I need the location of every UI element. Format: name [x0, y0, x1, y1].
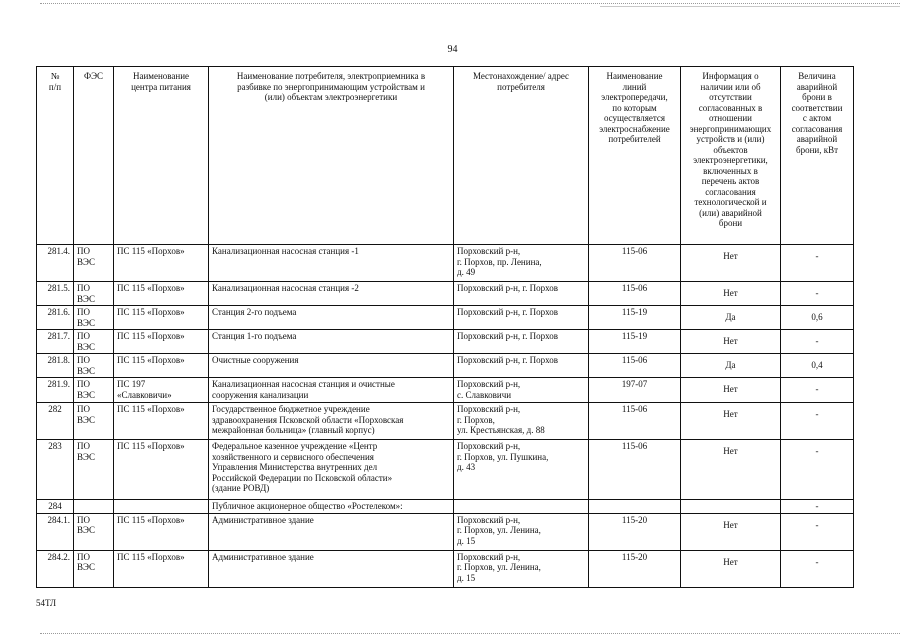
row-power-center: ПС 115 «Порхов»	[114, 245, 209, 282]
table-body	[37, 245, 854, 588]
row-power-line: 115-06	[589, 403, 681, 440]
row-power-center: ПС 115 «Порхов»	[114, 550, 209, 587]
row-reserve: -	[781, 378, 854, 403]
row-number: 284	[37, 500, 74, 514]
row-number: 281.4.	[37, 245, 74, 282]
row-reserve: -	[781, 513, 854, 550]
row-power-line: 115-06	[589, 354, 681, 378]
row-fes	[74, 500, 114, 514]
row-agreement: Нет	[681, 378, 781, 403]
row-agreement: Нет	[681, 440, 781, 500]
scan-artifact-top	[40, 3, 900, 4]
row-agreement: Нет	[681, 550, 781, 587]
row-fes: ПО ВЭС	[74, 245, 114, 282]
row-power-center: ПС 115 «Порхов»	[114, 354, 209, 378]
row-power-line: 115-19	[589, 330, 681, 354]
row-number: 282	[37, 403, 74, 440]
row-fes: ПО ВЭС	[74, 550, 114, 587]
row-power-center	[114, 500, 209, 514]
row-number: 281.9.	[37, 378, 74, 403]
row-fes: ПО ВЭС	[74, 440, 114, 500]
consumer-register-table	[36, 66, 854, 588]
row-address: Порховский р-н, г. Порхов, ул. Ленина, д. 15	[454, 513, 589, 550]
row-fes: ПО ВЭС	[74, 282, 114, 306]
row-agreement: Нет	[681, 403, 781, 440]
row-agreement: Нет	[681, 245, 781, 282]
row-address	[454, 500, 589, 514]
page-number: 94	[447, 44, 458, 55]
row-agreement: Нет	[681, 282, 781, 306]
row-power-line: 197-07	[589, 378, 681, 403]
header-consumer: Наименование потребителя, электроприемника в разбивке по энергопринимающим устройствам и (или) объектам электроэнергетики	[209, 67, 454, 245]
row-fes: ПО ВЭС	[74, 403, 114, 440]
header-number: № п/п	[37, 67, 74, 245]
row-number: 281.8.	[37, 354, 74, 378]
row-power-center: ПС 115 «Порхов»	[114, 330, 209, 354]
row-consumer: Публичное акционерное общество «Ростелеком»:	[209, 500, 454, 514]
row-agreement: Да	[681, 306, 781, 330]
table-row	[37, 440, 854, 500]
row-agreement: Нет	[681, 513, 781, 550]
scan-artifact-bottom	[40, 633, 900, 634]
table-row	[37, 330, 854, 354]
table-row	[37, 306, 854, 330]
row-power-line: 115-19	[589, 306, 681, 330]
row-agreement: Да	[681, 354, 781, 378]
row-consumer: Административное здание	[209, 550, 454, 587]
table-row	[37, 378, 854, 403]
row-consumer: Станция 2-го подъема	[209, 306, 454, 330]
row-power-center: ПС 115 «Порхов»	[114, 513, 209, 550]
header-power-center: Наименование центра питания	[114, 67, 209, 245]
row-consumer: Очистные сооружения	[209, 354, 454, 378]
row-reserve: -	[781, 403, 854, 440]
row-consumer: Федеральное казенное учреждение «Центр хозяйственного и сервисного обеспечения Управления Министерства внутренних дел Российской Федерации по Псковской области» (здание РОВД)	[209, 440, 454, 500]
row-consumer: Канализационная насосная станция -1	[209, 245, 454, 282]
row-power-center: ПС 197 «Славковичи»	[114, 378, 209, 403]
row-power-center: ПС 115 «Порхов»	[114, 306, 209, 330]
table-row	[37, 513, 854, 550]
row-address: Порховский р-н, г. Порхов	[454, 282, 589, 306]
row-number: 284.1.	[37, 513, 74, 550]
row-reserve: 0,4	[781, 354, 854, 378]
row-address: Порховский р-н, с. Славковичи	[454, 378, 589, 403]
row-address: Порховский р-н, г. Порхов, пр. Ленина, д. 49	[454, 245, 589, 282]
row-address: Порховский р-н, г. Порхов	[454, 354, 589, 378]
row-number: 281.7.	[37, 330, 74, 354]
row-number: 281.5.	[37, 282, 74, 306]
header-emergency-reserve: Величина аварийной брони в соответствии с актом согласования аварийной брони, кВт	[781, 67, 854, 245]
row-power-center: ПС 115 «Порхов»	[114, 440, 209, 500]
table-row	[37, 550, 854, 587]
row-consumer: Административное здание	[209, 513, 454, 550]
table-row	[37, 354, 854, 378]
row-consumer: Канализационная насосная станция -2	[209, 282, 454, 306]
row-fes: ПО ВЭС	[74, 306, 114, 330]
table-row	[37, 403, 854, 440]
row-fes: ПО ВЭС	[74, 330, 114, 354]
row-reserve: -	[781, 440, 854, 500]
row-power-line: 115-06	[589, 440, 681, 500]
row-address: Порховский р-н, г. Порхов, ул. Ленина, д. 15	[454, 550, 589, 587]
row-address: Порховский р-н, г. Порхов	[454, 306, 589, 330]
header-fes: ФЭС	[74, 67, 114, 245]
header-agreement-info: Информация о наличии или об отсутствии согласованных в отношении энергопринимающих устройств и (или) объектов электроэнергетики, включенных в перечень актов согласования технологической и (или) аварийной брони	[681, 67, 781, 245]
scan-artifact-top-2	[600, 6, 900, 7]
row-address: Порховский р-н, г. Порхов, ул. Пушкина, д. 43	[454, 440, 589, 500]
row-fes: ПО ВЭС	[74, 513, 114, 550]
row-reserve: -	[781, 550, 854, 587]
row-power-center: ПС 115 «Порхов»	[114, 282, 209, 306]
row-power-center: ПС 115 «Порхов»	[114, 403, 209, 440]
row-consumer: Канализационная насосная станция и очистные сооружения канализации	[209, 378, 454, 403]
row-number: 284.2.	[37, 550, 74, 587]
document-code: 54ТЛ	[36, 598, 57, 608]
header-address: Местонахождение/ адрес потребителя	[454, 67, 589, 245]
row-power-line	[589, 500, 681, 514]
table-row	[37, 500, 854, 514]
row-reserve: -	[781, 245, 854, 282]
row-address: Порховский р-н, г. Порхов, ул. Крестьянская, д. 88	[454, 403, 589, 440]
row-agreement: Нет	[681, 330, 781, 354]
row-consumer: Государственное бюджетное учреждение здравоохранения Псковской области «Порховская межрайонная больница» (главный корпус)	[209, 403, 454, 440]
table-header-row	[37, 67, 854, 245]
row-consumer: Станция 1-го подъема	[209, 330, 454, 354]
row-power-line: 115-20	[589, 513, 681, 550]
header-power-line: Наименование линий электропередачи, по которым осуществляется электроснабжение потребителей	[589, 67, 681, 245]
row-agreement	[681, 500, 781, 514]
table-row	[37, 245, 854, 282]
row-reserve: 0,6	[781, 306, 854, 330]
row-number: 283	[37, 440, 74, 500]
row-fes: ПО ВЭС	[74, 354, 114, 378]
row-power-line: 115-06	[589, 282, 681, 306]
row-reserve: -	[781, 500, 854, 514]
row-power-line: 115-20	[589, 550, 681, 587]
row-reserve: -	[781, 330, 854, 354]
row-number: 281.6.	[37, 306, 74, 330]
row-address: Порховский р-н, г. Порхов	[454, 330, 589, 354]
row-fes: ПО ВЭС	[74, 378, 114, 403]
row-power-line: 115-06	[589, 245, 681, 282]
row-reserve: -	[781, 282, 854, 306]
table-row	[37, 282, 854, 306]
